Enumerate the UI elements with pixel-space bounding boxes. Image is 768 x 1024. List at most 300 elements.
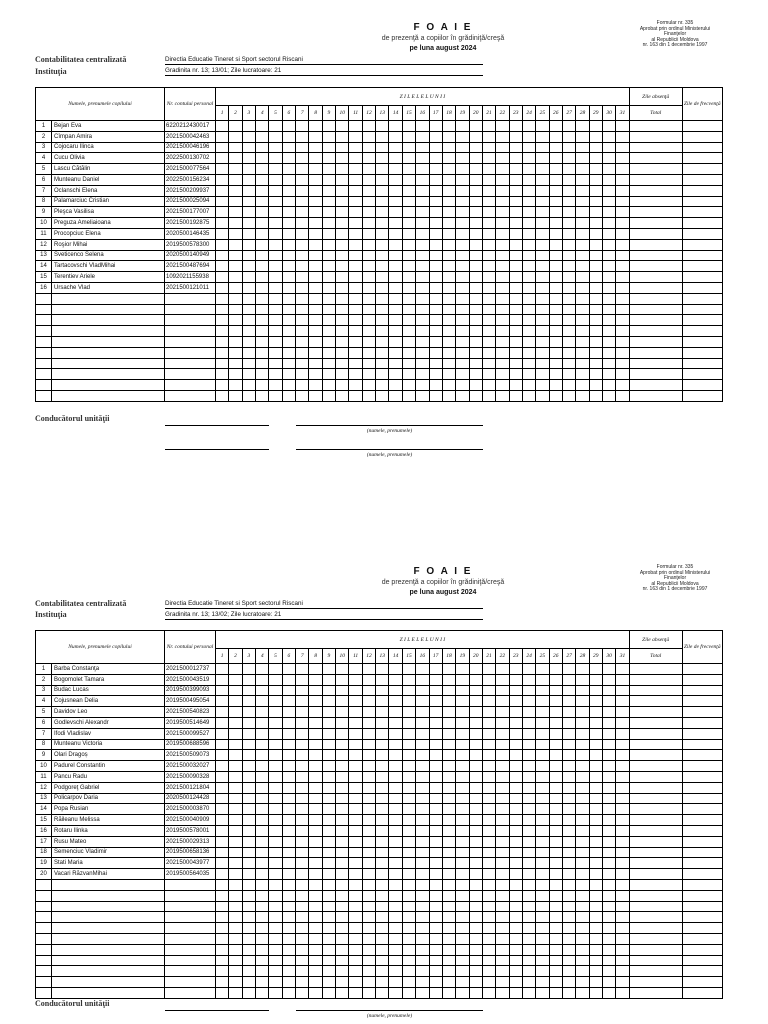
day-cell[interactable] <box>549 804 562 815</box>
day-cell[interactable] <box>376 825 389 836</box>
day-cell[interactable] <box>376 836 389 847</box>
account-number[interactable] <box>165 966 216 977</box>
day-cell[interactable] <box>256 717 269 728</box>
day-cell[interactable] <box>216 696 229 707</box>
day-cell[interactable] <box>256 966 269 977</box>
day-cell[interactable] <box>536 825 549 836</box>
day-cell[interactable] <box>269 739 282 750</box>
total-cell[interactable] <box>629 728 682 739</box>
day-cell[interactable] <box>242 685 255 696</box>
day-cell[interactable] <box>562 739 575 750</box>
total-cell[interactable] <box>629 901 682 912</box>
day-cell[interactable] <box>562 944 575 955</box>
day-cell[interactable] <box>322 750 335 761</box>
day-cell[interactable] <box>296 728 309 739</box>
day-cell[interactable] <box>602 717 615 728</box>
day-cell[interactable] <box>576 901 589 912</box>
day-cell[interactable] <box>416 825 429 836</box>
day-cell[interactable] <box>416 966 429 977</box>
day-cell[interactable] <box>349 815 362 826</box>
day-cell[interactable] <box>336 674 349 685</box>
day-cell[interactable] <box>589 966 602 977</box>
day-cell[interactable] <box>282 966 295 977</box>
attendance-cell[interactable] <box>682 923 722 934</box>
day-cell[interactable] <box>536 966 549 977</box>
day-cell[interactable] <box>389 728 402 739</box>
day-cell[interactable] <box>216 923 229 934</box>
day-cell[interactable] <box>282 664 295 675</box>
day-cell[interactable] <box>496 923 509 934</box>
day-cell[interactable] <box>456 955 469 966</box>
day-cell[interactable] <box>349 825 362 836</box>
day-cell[interactable] <box>616 858 629 869</box>
day-cell[interactable] <box>429 739 442 750</box>
day-cell[interactable] <box>216 739 229 750</box>
day-cell[interactable] <box>616 955 629 966</box>
attendance-cell[interactable] <box>682 901 722 912</box>
day-cell[interactable] <box>576 836 589 847</box>
day-cell[interactable] <box>349 728 362 739</box>
day-cell[interactable] <box>376 804 389 815</box>
day-cell[interactable] <box>362 664 375 675</box>
day-cell[interactable] <box>309 944 322 955</box>
day-cell[interactable] <box>229 664 242 675</box>
day-cell[interactable] <box>389 815 402 826</box>
day-cell[interactable] <box>269 771 282 782</box>
day-cell[interactable] <box>589 761 602 772</box>
attendance-cell[interactable] <box>682 933 722 944</box>
day-cell[interactable] <box>376 933 389 944</box>
day-cell[interactable] <box>296 696 309 707</box>
day-cell[interactable] <box>389 858 402 869</box>
day-cell[interactable] <box>216 793 229 804</box>
total-cell[interactable] <box>629 707 682 718</box>
attendance-cell[interactable] <box>682 869 722 880</box>
day-cell[interactable] <box>322 739 335 750</box>
day-cell[interactable] <box>576 912 589 923</box>
day-cell[interactable] <box>589 869 602 880</box>
day-cell[interactable] <box>336 977 349 988</box>
day-cell[interactable] <box>429 761 442 772</box>
day-cell[interactable] <box>549 901 562 912</box>
day-cell[interactable] <box>362 685 375 696</box>
child-name[interactable] <box>52 912 165 923</box>
day-cell[interactable] <box>362 966 375 977</box>
day-cell[interactable] <box>616 847 629 858</box>
day-cell[interactable] <box>402 825 415 836</box>
day-cell[interactable] <box>309 728 322 739</box>
day-cell[interactable] <box>576 815 589 826</box>
total-cell[interactable] <box>629 933 682 944</box>
day-cell[interactable] <box>322 933 335 944</box>
day-cell[interactable] <box>216 717 229 728</box>
day-cell[interactable] <box>376 955 389 966</box>
day-cell[interactable] <box>469 771 482 782</box>
day-cell[interactable] <box>616 869 629 880</box>
day-cell[interactable] <box>576 879 589 890</box>
day-cell[interactable] <box>589 782 602 793</box>
day-cell[interactable] <box>296 912 309 923</box>
day-cell[interactable] <box>616 707 629 718</box>
day-cell[interactable] <box>536 987 549 998</box>
day-cell[interactable] <box>389 879 402 890</box>
total-cell[interactable] <box>629 858 682 869</box>
day-cell[interactable] <box>229 717 242 728</box>
day-cell[interactable] <box>349 707 362 718</box>
day-cell[interactable] <box>362 955 375 966</box>
day-cell[interactable] <box>602 987 615 998</box>
day-cell[interactable] <box>429 674 442 685</box>
day-cell[interactable] <box>616 761 629 772</box>
day-cell[interactable] <box>242 750 255 761</box>
day-cell[interactable] <box>469 987 482 998</box>
account-number[interactable] <box>165 901 216 912</box>
day-cell[interactable] <box>416 847 429 858</box>
day-cell[interactable] <box>576 977 589 988</box>
day-cell[interactable] <box>509 674 522 685</box>
day-cell[interactable] <box>469 793 482 804</box>
day-cell[interactable] <box>336 847 349 858</box>
day-cell[interactable] <box>362 728 375 739</box>
day-cell[interactable] <box>456 966 469 977</box>
day-cell[interactable] <box>416 761 429 772</box>
day-cell[interactable] <box>429 793 442 804</box>
day-cell[interactable] <box>456 836 469 847</box>
day-cell[interactable] <box>296 707 309 718</box>
day-cell[interactable] <box>349 901 362 912</box>
day-cell[interactable] <box>242 728 255 739</box>
day-cell[interactable] <box>562 901 575 912</box>
day-cell[interactable] <box>589 707 602 718</box>
day-cell[interactable] <box>429 825 442 836</box>
day-cell[interactable] <box>522 728 535 739</box>
day-cell[interactable] <box>416 879 429 890</box>
day-cell[interactable] <box>562 890 575 901</box>
day-cell[interactable] <box>309 782 322 793</box>
day-cell[interactable] <box>229 793 242 804</box>
day-cell[interactable] <box>282 955 295 966</box>
day-cell[interactable] <box>482 847 495 858</box>
day-cell[interactable] <box>522 966 535 977</box>
day-cell[interactable] <box>602 771 615 782</box>
day-cell[interactable] <box>549 696 562 707</box>
day-cell[interactable] <box>229 901 242 912</box>
day-cell[interactable] <box>589 933 602 944</box>
day-cell[interactable] <box>282 761 295 772</box>
day-cell[interactable] <box>562 869 575 880</box>
day-cell[interactable] <box>336 869 349 880</box>
day-cell[interactable] <box>349 793 362 804</box>
day-cell[interactable] <box>602 782 615 793</box>
day-cell[interactable] <box>376 739 389 750</box>
day-cell[interactable] <box>256 707 269 718</box>
day-cell[interactable] <box>309 923 322 934</box>
day-cell[interactable] <box>416 685 429 696</box>
day-cell[interactable] <box>469 696 482 707</box>
day-cell[interactable] <box>416 750 429 761</box>
day-cell[interactable] <box>229 815 242 826</box>
day-cell[interactable] <box>522 858 535 869</box>
day-cell[interactable] <box>469 912 482 923</box>
day-cell[interactable] <box>496 696 509 707</box>
day-cell[interactable] <box>296 685 309 696</box>
day-cell[interactable] <box>362 912 375 923</box>
day-cell[interactable] <box>416 869 429 880</box>
day-cell[interactable] <box>296 782 309 793</box>
child-name[interactable] <box>52 933 165 944</box>
day-cell[interactable] <box>242 858 255 869</box>
day-cell[interactable] <box>536 674 549 685</box>
day-cell[interactable] <box>416 977 429 988</box>
day-cell[interactable] <box>536 685 549 696</box>
day-cell[interactable] <box>496 815 509 826</box>
row-number[interactable] <box>36 977 52 988</box>
day-cell[interactable] <box>442 793 455 804</box>
day-cell[interactable] <box>589 815 602 826</box>
day-cell[interactable] <box>362 987 375 998</box>
attendance-cell[interactable] <box>682 966 722 977</box>
day-cell[interactable] <box>362 782 375 793</box>
day-cell[interactable] <box>296 739 309 750</box>
day-cell[interactable] <box>336 750 349 761</box>
day-cell[interactable] <box>216 977 229 988</box>
day-cell[interactable] <box>282 782 295 793</box>
day-cell[interactable] <box>416 696 429 707</box>
day-cell[interactable] <box>602 761 615 772</box>
day-cell[interactable] <box>309 912 322 923</box>
day-cell[interactable] <box>549 739 562 750</box>
day-cell[interactable] <box>416 815 429 826</box>
day-cell[interactable] <box>282 879 295 890</box>
day-cell[interactable] <box>416 674 429 685</box>
day-cell[interactable] <box>336 955 349 966</box>
day-cell[interactable] <box>216 858 229 869</box>
day-cell[interactable] <box>469 674 482 685</box>
day-cell[interactable] <box>429 664 442 675</box>
total-cell[interactable] <box>629 923 682 934</box>
day-cell[interactable] <box>296 804 309 815</box>
day-cell[interactable] <box>536 782 549 793</box>
day-cell[interactable] <box>416 901 429 912</box>
day-cell[interactable] <box>269 717 282 728</box>
day-cell[interactable] <box>602 815 615 826</box>
day-cell[interactable] <box>376 890 389 901</box>
day-cell[interactable] <box>562 987 575 998</box>
day-cell[interactable] <box>229 879 242 890</box>
day-cell[interactable] <box>349 771 362 782</box>
total-cell[interactable] <box>629 717 682 728</box>
day-cell[interactable] <box>456 750 469 761</box>
day-cell[interactable] <box>509 847 522 858</box>
day-cell[interactable] <box>402 761 415 772</box>
day-cell[interactable] <box>442 879 455 890</box>
day-cell[interactable] <box>522 847 535 858</box>
total-cell[interactable] <box>629 664 682 675</box>
day-cell[interactable] <box>616 804 629 815</box>
day-cell[interactable] <box>509 912 522 923</box>
day-cell[interactable] <box>456 933 469 944</box>
total-cell[interactable] <box>629 944 682 955</box>
day-cell[interactable] <box>482 728 495 739</box>
day-cell[interactable] <box>269 696 282 707</box>
day-cell[interactable] <box>269 836 282 847</box>
day-cell[interactable] <box>282 901 295 912</box>
day-cell[interactable] <box>589 879 602 890</box>
day-cell[interactable] <box>469 879 482 890</box>
day-cell[interactable] <box>309 664 322 675</box>
day-cell[interactable] <box>576 750 589 761</box>
day-cell[interactable] <box>482 750 495 761</box>
day-cell[interactable] <box>336 707 349 718</box>
day-cell[interactable] <box>442 923 455 934</box>
day-cell[interactable] <box>496 728 509 739</box>
day-cell[interactable] <box>402 869 415 880</box>
day-cell[interactable] <box>429 901 442 912</box>
day-cell[interactable] <box>336 728 349 739</box>
day-cell[interactable] <box>309 933 322 944</box>
day-cell[interactable] <box>456 890 469 901</box>
day-cell[interactable] <box>336 944 349 955</box>
day-cell[interactable] <box>376 901 389 912</box>
account-number[interactable] <box>165 879 216 890</box>
day-cell[interactable] <box>256 696 269 707</box>
day-cell[interactable] <box>416 728 429 739</box>
day-cell[interactable] <box>522 944 535 955</box>
day-cell[interactable] <box>562 847 575 858</box>
child-name[interactable] <box>52 955 165 966</box>
day-cell[interactable] <box>469 977 482 988</box>
day-cell[interactable] <box>416 923 429 934</box>
attendance-cell[interactable] <box>682 674 722 685</box>
day-cell[interactable] <box>602 890 615 901</box>
day-cell[interactable] <box>602 923 615 934</box>
day-cell[interactable] <box>616 664 629 675</box>
day-cell[interactable] <box>309 955 322 966</box>
day-cell[interactable] <box>336 717 349 728</box>
day-cell[interactable] <box>496 966 509 977</box>
day-cell[interactable] <box>336 793 349 804</box>
day-cell[interactable] <box>242 717 255 728</box>
day-cell[interactable] <box>429 771 442 782</box>
total-cell[interactable] <box>629 804 682 815</box>
day-cell[interactable] <box>549 717 562 728</box>
day-cell[interactable] <box>349 933 362 944</box>
day-cell[interactable] <box>562 966 575 977</box>
day-cell[interactable] <box>602 793 615 804</box>
day-cell[interactable] <box>416 664 429 675</box>
day-cell[interactable] <box>362 674 375 685</box>
day-cell[interactable] <box>616 901 629 912</box>
day-cell[interactable] <box>429 955 442 966</box>
day-cell[interactable] <box>229 728 242 739</box>
day-cell[interactable] <box>336 901 349 912</box>
day-cell[interactable] <box>509 728 522 739</box>
day-cell[interactable] <box>349 782 362 793</box>
day-cell[interactable] <box>336 912 349 923</box>
day-cell[interactable] <box>482 955 495 966</box>
day-cell[interactable] <box>442 761 455 772</box>
day-cell[interactable] <box>496 933 509 944</box>
day-cell[interactable] <box>442 696 455 707</box>
day-cell[interactable] <box>576 923 589 934</box>
day-cell[interactable] <box>509 696 522 707</box>
day-cell[interactable] <box>456 771 469 782</box>
day-cell[interactable] <box>269 750 282 761</box>
day-cell[interactable] <box>376 869 389 880</box>
day-cell[interactable] <box>509 955 522 966</box>
day-cell[interactable] <box>562 815 575 826</box>
day-cell[interactable] <box>229 890 242 901</box>
day-cell[interactable] <box>389 825 402 836</box>
day-cell[interactable] <box>309 707 322 718</box>
day-cell[interactable] <box>269 707 282 718</box>
day-cell[interactable] <box>442 944 455 955</box>
day-cell[interactable] <box>456 717 469 728</box>
day-cell[interactable] <box>242 664 255 675</box>
day-cell[interactable] <box>402 685 415 696</box>
day-cell[interactable] <box>229 685 242 696</box>
day-cell[interactable] <box>282 728 295 739</box>
day-cell[interactable] <box>429 933 442 944</box>
day-cell[interactable] <box>416 933 429 944</box>
day-cell[interactable] <box>589 696 602 707</box>
day-cell[interactable] <box>269 912 282 923</box>
day-cell[interactable] <box>576 987 589 998</box>
day-cell[interactable] <box>362 739 375 750</box>
day-cell[interactable] <box>576 825 589 836</box>
day-cell[interactable] <box>456 847 469 858</box>
day-cell[interactable] <box>282 987 295 998</box>
day-cell[interactable] <box>322 901 335 912</box>
day-cell[interactable] <box>536 879 549 890</box>
day-cell[interactable] <box>549 912 562 923</box>
day-cell[interactable] <box>549 955 562 966</box>
day-cell[interactable] <box>322 869 335 880</box>
day-cell[interactable] <box>549 825 562 836</box>
day-cell[interactable] <box>269 869 282 880</box>
day-cell[interactable] <box>322 707 335 718</box>
day-cell[interactable] <box>442 933 455 944</box>
day-cell[interactable] <box>589 750 602 761</box>
day-cell[interactable] <box>362 933 375 944</box>
day-cell[interactable] <box>309 987 322 998</box>
day-cell[interactable] <box>376 847 389 858</box>
day-cell[interactable] <box>589 825 602 836</box>
day-cell[interactable] <box>402 890 415 901</box>
day-cell[interactable] <box>549 685 562 696</box>
day-cell[interactable] <box>442 836 455 847</box>
day-cell[interactable] <box>522 674 535 685</box>
day-cell[interactable] <box>349 966 362 977</box>
day-cell[interactable] <box>376 685 389 696</box>
day-cell[interactable] <box>429 750 442 761</box>
day-cell[interactable] <box>349 664 362 675</box>
day-cell[interactable] <box>416 717 429 728</box>
day-cell[interactable] <box>496 912 509 923</box>
day-cell[interactable] <box>562 879 575 890</box>
total-cell[interactable] <box>629 815 682 826</box>
day-cell[interactable] <box>389 761 402 772</box>
day-cell[interactable] <box>229 869 242 880</box>
day-cell[interactable] <box>469 717 482 728</box>
day-cell[interactable] <box>589 836 602 847</box>
day-cell[interactable] <box>469 750 482 761</box>
day-cell[interactable] <box>442 912 455 923</box>
day-cell[interactable] <box>469 836 482 847</box>
day-cell[interactable] <box>349 955 362 966</box>
day-cell[interactable] <box>229 674 242 685</box>
total-cell[interactable] <box>629 847 682 858</box>
